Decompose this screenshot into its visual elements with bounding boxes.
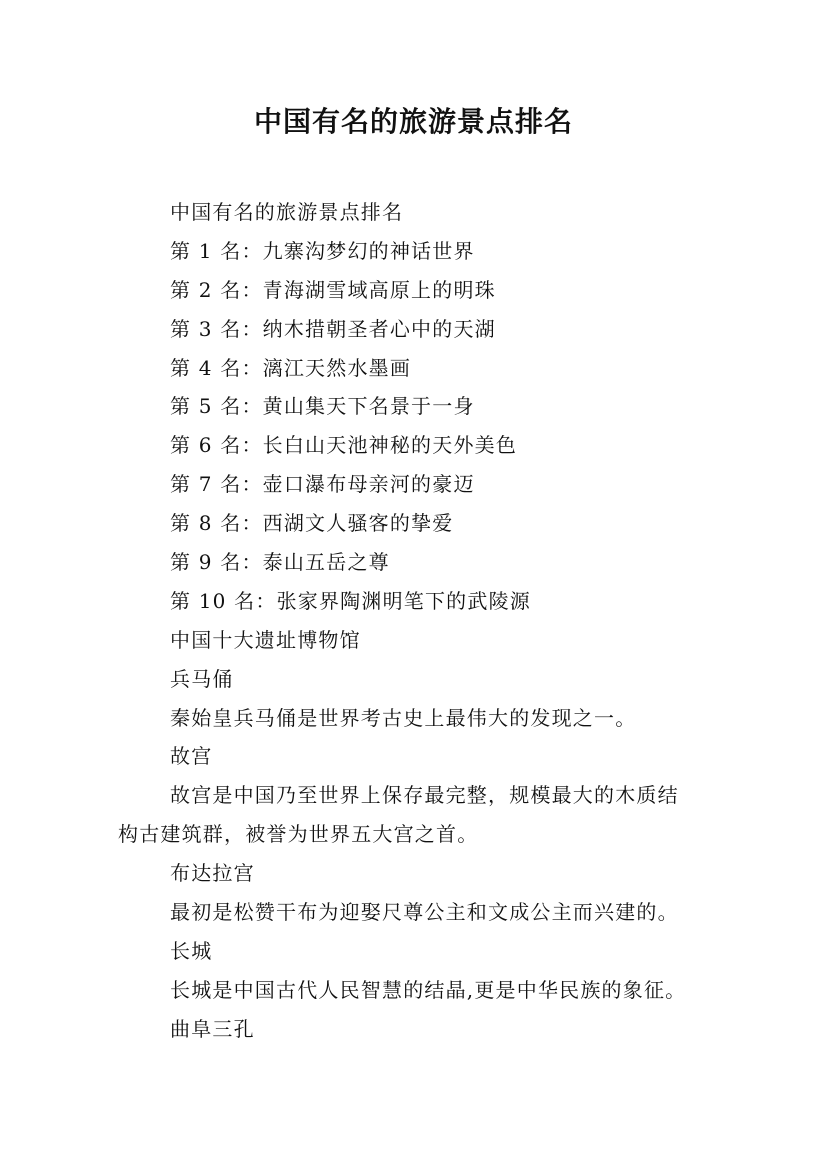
site-heading: 兵马俑 — [170, 666, 234, 691]
site-description-continued: 构古建筑群，被誉为世界五大宫之首。 — [118, 822, 479, 847]
site-heading: 布达拉宫 — [170, 861, 255, 886]
site-description: 秦始皇兵马俑是世界考古史上最伟大的发现之一。 — [170, 705, 637, 730]
ranking-item-5: 第 5 名：黄山集天下名景于一身 — [170, 394, 475, 419]
site-heading: 曲阜三孔 — [170, 1016, 255, 1041]
ranking-item-6: 第 6 名：长白山天池神秘的天外美色 — [170, 433, 518, 458]
ranking-item-3: 第 3 名：纳木措朝圣者心中的天湖 — [170, 316, 496, 341]
ranking-item-7: 第 7 名：壶口瀑布母亲河的豪迈 — [170, 472, 475, 497]
ranking-item-1: 第 1 名：九寨沟梦幻的神话世界 — [170, 238, 475, 263]
site-description: 长城是中国古代人民智慧的结晶,更是中华民族的象征。 — [170, 977, 687, 1002]
site-heading: 故宫 — [170, 744, 213, 769]
paragraph-line: 中国有名的旅游景点排名 — [170, 200, 404, 224]
ranking-item-2: 第 2 名：青海湖雪域高原上的明珠 — [170, 277, 496, 302]
ranking-item-9: 第 9 名：泰山五岳之尊 — [170, 550, 390, 575]
site-description: 故宫是中国乃至世界上保存最完整，规模最大的木质结 — [170, 783, 679, 808]
ranking-item-4: 第 4 名：漓江天然水墨画 — [170, 355, 412, 380]
section-heading: 中国十大遗址博物馆 — [170, 627, 361, 652]
site-description: 最初是松赞干布为迎娶尺尊公主和文成公主而兴建的。 — [170, 900, 679, 925]
ranking-item-10: 第 10 名：张家界陶渊明笔下的武陵源 — [170, 588, 531, 613]
document-title: 中国有名的旅游景点排名 — [253, 105, 573, 138]
document-body — [118, 193, 718, 1049]
site-heading: 长城 — [170, 938, 213, 963]
ranking-item-8: 第 8 名：西湖文人骚客的挚爱 — [170, 511, 454, 536]
